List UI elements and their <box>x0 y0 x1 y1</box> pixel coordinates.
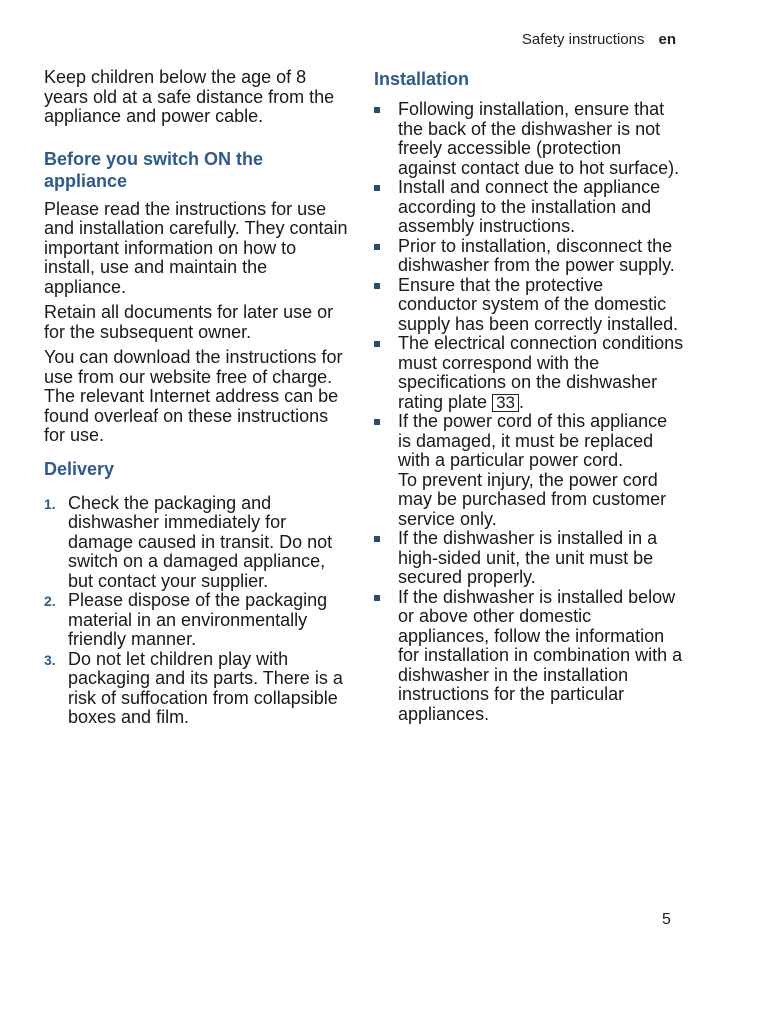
intro-paragraph: Keep children below the age of 8 years old at a safe distance from the appliance and power cable. <box>44 67 335 126</box>
installation-item <box>374 412 684 529</box>
square-bullet-icon <box>374 283 380 289</box>
step-text: Please dispose of the packaging material in an environmentally friendly manner. <box>68 590 328 649</box>
item-text: If the dishwasher is installed in a high-sided unit, the unit must be secured properly. <box>398 528 658 587</box>
delivery-step <box>44 494 349 592</box>
item-text: Install and connect the appliance according to the installation and assembly instructions. <box>398 177 661 236</box>
installation-item <box>374 334 684 412</box>
right-column <box>374 68 684 724</box>
square-bullet-icon <box>374 185 380 191</box>
square-bullet-icon <box>374 107 380 113</box>
installation-item <box>374 529 684 588</box>
item-suffix: . <box>519 391 525 412</box>
rating-plate-reference: 33 <box>492 394 519 412</box>
item-text: Prior to installation, disconnect the dishwasher from the power supply. <box>398 235 675 275</box>
installation-item <box>374 588 684 725</box>
square-bullet-icon <box>374 419 380 425</box>
delivery-heading: Delivery <box>44 458 115 479</box>
item-text: If the power cord of this appliance is damaged, it must be replaced with a particular power cord. <box>398 411 668 470</box>
power-cord-note: To prevent injury, the power cord may be purchased from customer service only. <box>398 469 667 529</box>
item-text: If the dishwasher is installed below or above other domestic appliances, follow the information for installation in combination with a dishwasher in the installation instructions for the particular appliances. <box>398 586 683 724</box>
square-bullet-icon <box>374 341 380 347</box>
paragraph-download: You can download the instructions for use from our website free of charge. The relevant Internet address can be found overleaf on these instructions for use. <box>44 347 343 445</box>
language-code: en <box>658 31 676 48</box>
paragraph-read-instructions: Please read the instructions for use and installation carefully. They contain important information on how to install, use and maintain the appliance. <box>44 198 348 297</box>
step-text: Do not let children play with packaging and its parts. There is a risk of suffocation from collapsible boxes and film. <box>68 648 343 727</box>
step-text: Check the packaging and dishwasher immediately for damage caused in transit. Do not switch on a damaged appliance, but contact your supplier. <box>68 492 333 591</box>
left-column <box>44 68 349 728</box>
installation-item <box>374 276 684 335</box>
paragraph-retain-documents: Retain all documents for later use or for the subsequent owner. <box>44 302 334 342</box>
step-number: 2. <box>44 593 56 609</box>
square-bullet-icon <box>374 244 380 250</box>
installation-item <box>374 178 684 237</box>
delivery-step <box>44 650 349 728</box>
step-number: 3. <box>44 651 56 668</box>
delivery-step <box>44 591 349 650</box>
installation-heading: Installation <box>374 69 470 89</box>
running-header <box>522 31 676 48</box>
delivery-steps <box>44 494 349 728</box>
step-number: 1. <box>44 495 56 512</box>
item-text: Ensure that the protective conductor system of the domestic supply has been correctly installed. <box>398 274 679 334</box>
installation-item <box>374 237 684 276</box>
square-bullet-icon <box>374 595 380 601</box>
section-title: Safety instructions <box>521 31 645 48</box>
item-text: Following installation, ensure that the back of the dishwasher is not freely accessible (protection against contact due to hot surface). <box>398 99 680 178</box>
square-bullet-icon <box>374 536 380 542</box>
before-switch-on-heading: Before you switch ON the appliance <box>44 148 264 191</box>
item-text: The electrical connection conditions must correspond with the specifications on the dishwasher rating plate <box>398 333 684 412</box>
installation-item <box>374 100 684 178</box>
installation-list <box>374 100 684 724</box>
page-number: 5 <box>662 911 671 928</box>
